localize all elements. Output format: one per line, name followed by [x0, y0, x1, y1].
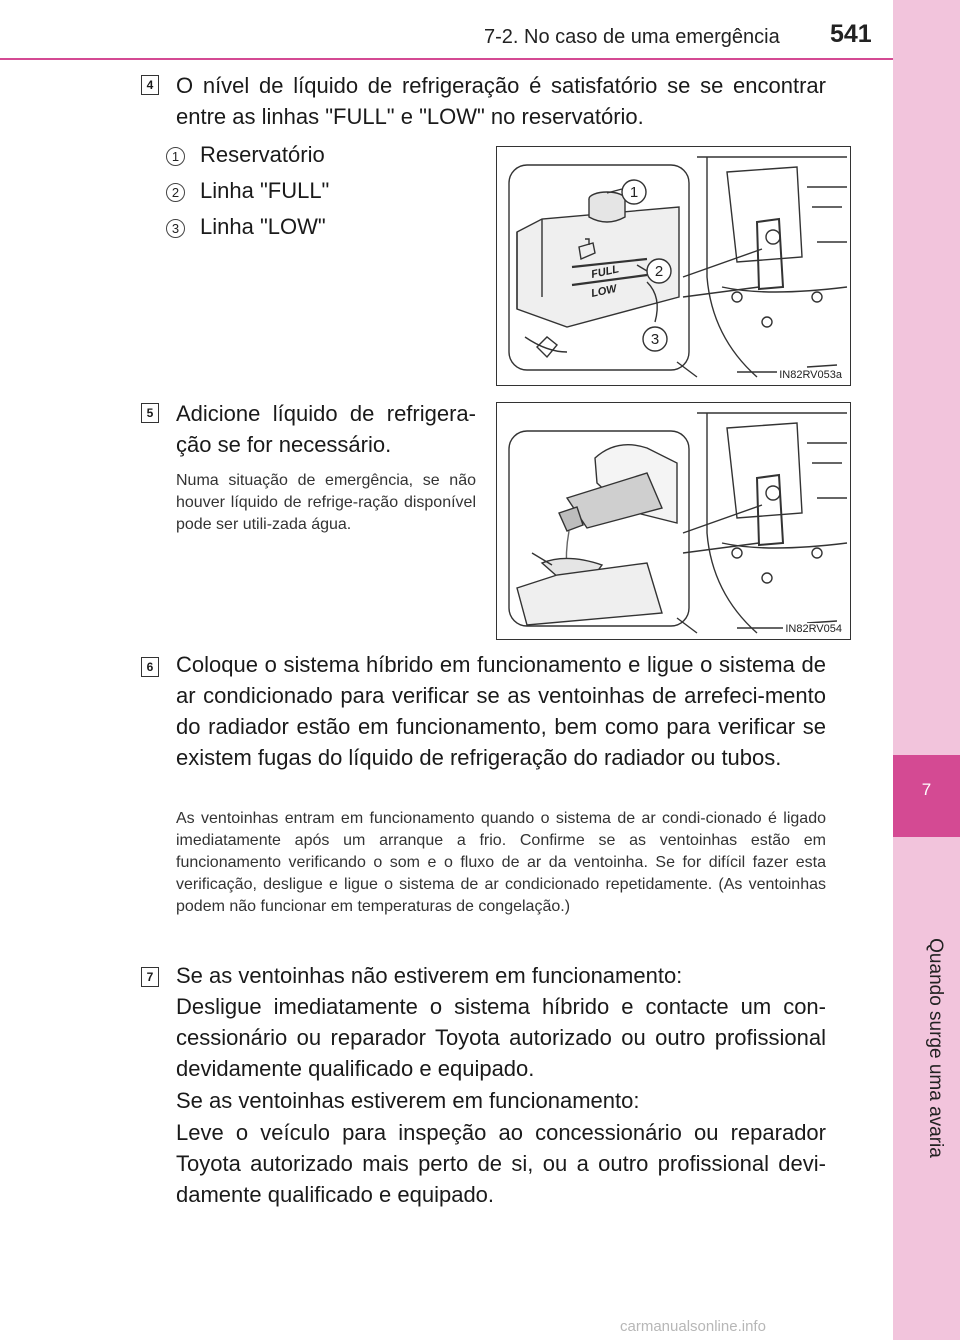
- step-number-6: 6: [141, 657, 159, 677]
- step-number-7: 7: [141, 967, 159, 987]
- watermark: carmanualsonline.info: [620, 1318, 766, 1335]
- callout-3: 3: [650, 331, 660, 348]
- refill-figure: [496, 402, 851, 640]
- step-7-action-on: Leve o veículo para inspeção ao concessionário ou reparador Toyota autorizado mais perto de si, ou a outro profissional devi-damente qualificado e equipado.: [176, 1120, 826, 1207]
- legend-label-1: Reservatório: [200, 142, 325, 167]
- chapter-number: 7: [921, 780, 932, 799]
- step-6-text: Coloque o sistema híbrido em funcionamento e ligue o sistema de ar condicionado para verificar se as ventoinhas de arrefeci-mento do radiador estão em funcionamento, bem como para verificar se existem fugas do líquido de refrigeração do radiador ou tubos.: [176, 652, 826, 770]
- step-4-text: O nível de líquido de refrigeração é satisfatório se se encontrar entre as linhas "FULL" e "LOW" no reservatório.: [176, 73, 826, 129]
- section-title: 7-2. No caso de uma emergência: [484, 26, 780, 48]
- reservoir-illustration: [497, 147, 850, 385]
- step-5-text: Adicione líquido de refrigera-ção se for necessário.: [176, 401, 476, 457]
- callout-1: 1: [629, 184, 639, 201]
- refill-illustration: [497, 403, 850, 639]
- legend-label-3: Linha "LOW": [200, 214, 326, 239]
- chapter-title: Quando surge uma avaria: [925, 938, 946, 1158]
- figure-code: IN82RV054: [785, 623, 842, 635]
- step-5-note: Numa situação de emergência, se não houver líquido de refrige-ração disponível pode ser utili-zada água.: [176, 472, 476, 533]
- full-mark: FULL: [590, 263, 621, 281]
- step-number-5: 5: [141, 403, 159, 423]
- step-6-note: As ventoinhas entram em funcionamento quando o sistema de ar condi-cionado é ligado imediatamente após um arranque a frio. Confirme se as ventoinhas estão em funcionamento verificando o som e o fluxo de ar da ventoinha. Se for difícil fazer esta verificação, desligue e ligue o sistema de ar condicionado repetidamente. (As ventoinhas podem não funcionar em temperaturas de congelação.): [176, 810, 826, 915]
- reservoir-figure: [496, 146, 851, 386]
- page-number: 541: [830, 20, 872, 48]
- legend-number-2: 2: [166, 183, 185, 202]
- header-rule: [0, 58, 893, 60]
- figure-code: IN82RV053a: [779, 369, 842, 381]
- step-number-4: 4: [141, 75, 159, 95]
- step-7-condition-on: Se as ventoinhas estiverem em funcionamento:: [176, 1088, 640, 1113]
- callout-2: 2: [654, 263, 664, 280]
- legend-label-2: Linha "FULL": [200, 178, 330, 203]
- legend-number-1: 1: [166, 147, 185, 166]
- step-7-action-off: Desligue imediatamente o sistema híbrido e contacte um con-cessionário ou reparador Toyota autorizado ou outro profissional devidamente qualificado e equipado.: [176, 994, 826, 1081]
- legend-number-3: 3: [166, 219, 185, 238]
- step-7-condition-off: Se as ventoinhas não estiverem em funcionamento:: [176, 963, 683, 988]
- low-mark: LOW: [590, 282, 618, 300]
